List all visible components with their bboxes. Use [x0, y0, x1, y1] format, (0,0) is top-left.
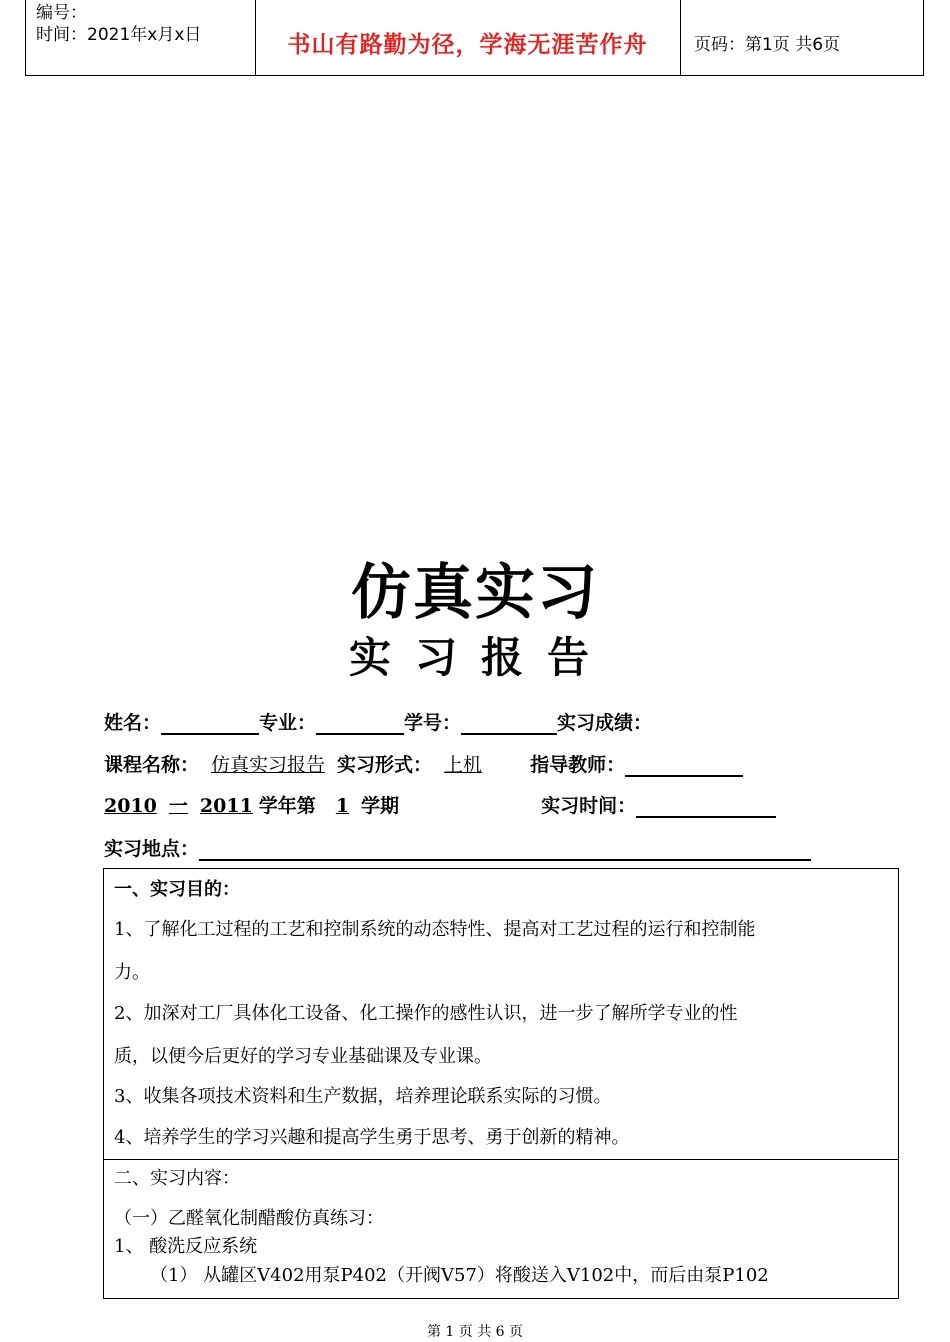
teacher-field[interactable]: [625, 755, 743, 777]
serial-label: 编号：: [36, 3, 87, 23]
list-item: 质，以便今后更好的学习专业基础课及专业课。: [114, 1046, 492, 1067]
list-item: 2、加深对工厂具体化工设备、化工操作的感性认识，进一步了解所学专业的性: [114, 1003, 738, 1024]
time-label: 实习时间：: [541, 795, 637, 817]
major-label: 专业：: [259, 712, 317, 734]
course-value: 仿真实习报告: [211, 754, 326, 776]
teacher-label: 指导教师：: [530, 754, 626, 776]
list-item: （1） 从罐区V402用泵P402（开阀V57）将酸送入V102中，而后由泵P102: [150, 1265, 769, 1286]
year-end: 2011: [199, 795, 253, 817]
page-footer: 第 1 页 共 6 页: [426, 1324, 524, 1340]
section1-heading: 一、实习目的：: [114, 879, 240, 900]
list-item: 1、了解化工过程的工艺和控制系统的动态特性、提高对工艺过程的运行和控制能: [114, 919, 756, 940]
major-field[interactable]: [316, 713, 404, 735]
form-row-4: [104, 834, 811, 861]
list-item: 1、 酸洗反应系统: [114, 1236, 258, 1257]
place-field[interactable]: [199, 839, 811, 861]
place-label: 实习地点：: [104, 838, 200, 860]
form-row-1: [104, 708, 652, 735]
year-start: 2010: [104, 795, 157, 817]
page-info: 页码：第1页 共6页: [694, 35, 841, 55]
list-item: 3、收集各项技术资料和生产数据，培养理论联系实际的习惯。: [114, 1086, 612, 1107]
name-field[interactable]: [161, 713, 259, 735]
term-label: 学期: [361, 795, 400, 817]
header-info-cell: [26, 0, 256, 75]
report-subtitle: 实习报告: [348, 633, 613, 682]
year-label: 学年第: [258, 795, 316, 817]
header-motto-cell: [255, 0, 681, 75]
name-label: 姓名：: [104, 712, 162, 734]
page-header: [25, 0, 924, 76]
section2-subheading: （一）乙醛氧化制醋酸仿真练习：: [114, 1208, 384, 1229]
date-label: 时间：2021年x月x日: [36, 25, 202, 45]
list-item: 4、培养学生的学习兴趣和提高学生勇于思考、勇于创新的精神。: [114, 1127, 630, 1148]
header-page-cell: [680, 0, 923, 75]
list-item: 力。: [114, 962, 150, 983]
form-label: 实习形式：: [337, 754, 433, 776]
course-label: 课程名称：: [104, 754, 200, 776]
report-title: 仿真实习: [351, 558, 599, 628]
time-field[interactable]: [636, 796, 776, 818]
motto: 书山有路勤为径，学海无涯苦作舟: [287, 32, 648, 58]
id-field[interactable]: [461, 713, 557, 735]
section-content: [103, 1159, 899, 1299]
form-value: 上机: [444, 754, 483, 776]
section-purpose: [103, 868, 899, 1160]
score-label: 实习成绩：: [557, 712, 653, 734]
term-value: 1: [335, 795, 350, 817]
id-label: 学号：: [404, 712, 462, 734]
section2-heading: 二、实习内容：: [114, 1168, 240, 1189]
form-row-2: [104, 750, 743, 777]
form-row-3: [104, 791, 776, 818]
year-sep: 一: [168, 795, 188, 817]
